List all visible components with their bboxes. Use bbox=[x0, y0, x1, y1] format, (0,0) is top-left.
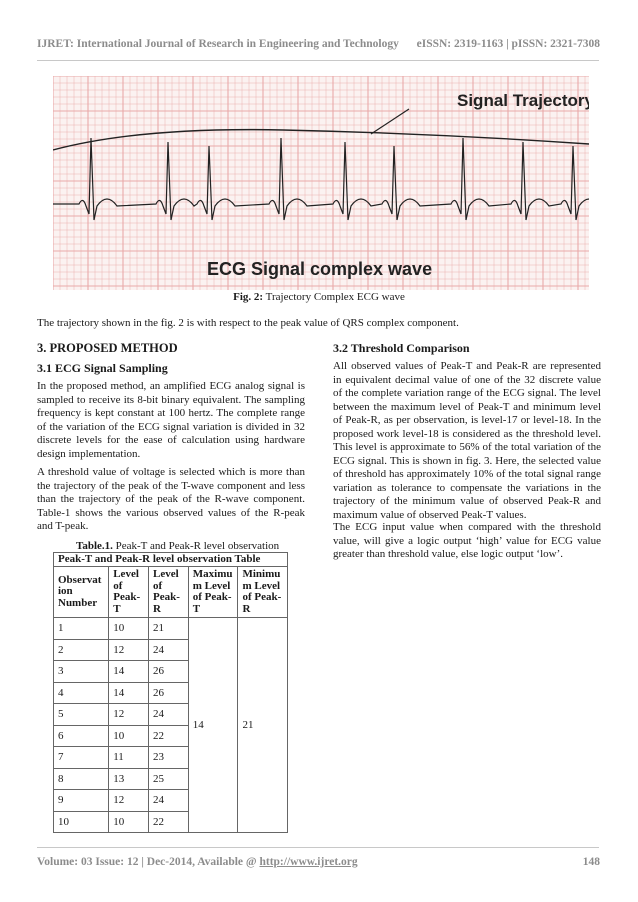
sampling-paragraph: In the proposed method, an amplified ECG analog signal is sampled to receive its 8-bit binary equivalent. The sampling frequency is kept constant at 100 hertz. The complete range of the variation of the ECG signal variation is divided in 32 discrete levels for the ease of calculation using hardware design implementation. bbox=[37, 380, 305, 460]
threshold-intro-paragraph: A threshold value of voltage is selected which is more than the trajectory of the peak of the T-wave component and less than the trajectory of the peak of the R-wave component. Table-1 shows the various observed values of the R-peak and T-peak. bbox=[37, 466, 305, 532]
table-row bbox=[54, 618, 288, 640]
cell-peak-t: 12 bbox=[109, 704, 149, 726]
cell-peak-t: 10 bbox=[109, 725, 149, 747]
ecg-trajectory-image bbox=[53, 76, 589, 290]
table-title: Peak-T and Peak-R level observation Table bbox=[54, 553, 288, 567]
cell-peak-r: 24 bbox=[148, 790, 188, 812]
cell-observation: 6 bbox=[54, 725, 109, 747]
cell-observation: 7 bbox=[54, 747, 109, 769]
observation-table-wrap bbox=[53, 552, 288, 833]
header-observation-number: Observat ion Number bbox=[54, 567, 109, 618]
intro-paragraph: The trajectory shown in the fig. 2 is with respect to the peak value of QRS complex component. bbox=[37, 317, 459, 329]
header-max-level-peak-t: Maximu m Level of Peak-T bbox=[188, 567, 238, 618]
cell-peak-t: 14 bbox=[109, 661, 149, 683]
header-level-peak-t: Level of Peak-T bbox=[109, 567, 149, 618]
cell-peak-t: 14 bbox=[109, 682, 149, 704]
header-rule bbox=[37, 60, 599, 61]
cell-peak-r: 26 bbox=[148, 661, 188, 683]
footer-rule bbox=[37, 847, 599, 848]
cell-peak-r: 22 bbox=[148, 725, 188, 747]
observation-table bbox=[53, 552, 288, 833]
subsection-heading-sampling: 3.1 ECG Signal Sampling bbox=[37, 361, 168, 375]
cell-peak-r: 24 bbox=[148, 704, 188, 726]
cell-observation: 4 bbox=[54, 682, 109, 704]
cell-peak-r: 21 bbox=[148, 618, 188, 640]
ecg-figure bbox=[53, 76, 589, 290]
threshold-comparison-paragraph: All observed values of Peak-T and Peak-R are represented in equivalent decimal value of one of the 32 discrete value of the complete variation range of the ECG signal. The level between the maximum level of Peak-T and minimum level of Peak-R, as per observation, is level-17 or level-18. In the proposed work level-18 is considered as the threshold level. This level is approximate to 56% of the total variation of the ECG signal. This is shown in fig. 3. Here, the selected value of threshold has approximately 10% of the total signal range variation as tolerance to compensate the variations in the trajectory of the minimum value of observed Peak-R and maximum value of observed Peak-T values. bbox=[333, 360, 601, 521]
cell-peak-t: 12 bbox=[109, 790, 149, 812]
footer-volume-text: Volume: 03 Issue: 12 | Dec-2014, Available @ bbox=[37, 856, 260, 868]
section-heading-proposed-method: 3. PROPOSED METHOD bbox=[37, 341, 178, 355]
table-caption bbox=[76, 540, 279, 552]
cell-observation: 1 bbox=[54, 618, 109, 640]
subsection-heading-threshold: 3.2 Threshold Comparison bbox=[333, 341, 470, 355]
figure-caption bbox=[0, 291, 638, 303]
cell-peak-t: 10 bbox=[109, 811, 149, 833]
page-number: 148 bbox=[582, 856, 600, 868]
cell-observation: 9 bbox=[54, 790, 109, 812]
cell-peak-t: 10 bbox=[109, 618, 149, 640]
cell-peak-t: 12 bbox=[109, 639, 149, 661]
cell-peak-t: 11 bbox=[109, 747, 149, 769]
journal-name: IJRET: International Journal of Research in Engineering and Technology bbox=[37, 38, 399, 50]
issn-text: eISSN: 2319-1163 | pISSN: 2321-7308 bbox=[416, 38, 600, 50]
cell-peak-r: 23 bbox=[148, 747, 188, 769]
cell-peak-r: 25 bbox=[148, 768, 188, 790]
cell-min-peak-r: 21 bbox=[238, 618, 288, 833]
table-caption-text: Peak-T and Peak-R level observation bbox=[112, 540, 280, 552]
figure-caption-prefix: Fig. 2: bbox=[233, 291, 264, 303]
header-min-level-peak-r: Minimu m Level of Peak-R bbox=[238, 567, 288, 618]
cell-peak-r: 26 bbox=[148, 682, 188, 704]
table-caption-prefix: Table.1. bbox=[76, 540, 113, 552]
table-title-row bbox=[54, 553, 288, 567]
cell-observation: 2 bbox=[54, 639, 109, 661]
cell-observation: 5 bbox=[54, 704, 109, 726]
figure-caption-text: Trajectory Complex ECG wave bbox=[263, 291, 405, 303]
cell-observation: 10 bbox=[54, 811, 109, 833]
cell-peak-r: 22 bbox=[148, 811, 188, 833]
cell-peak-r: 24 bbox=[148, 639, 188, 661]
cell-observation: 3 bbox=[54, 661, 109, 683]
header-level-peak-r: Level of Peak-R bbox=[148, 567, 188, 618]
logic-output-paragraph: The ECG input value when compared with the threshold value, will give a logic output ‘high’ value for ECG value greater than threshold value, else logic output ‘low’. bbox=[333, 521, 601, 560]
signal-trajectory-label: Signal Trajectory bbox=[457, 91, 589, 110]
cell-peak-t: 13 bbox=[109, 768, 149, 790]
ecg-complex-wave-label: ECG Signal complex wave bbox=[207, 259, 433, 279]
table-header-row bbox=[54, 567, 288, 618]
journal-url-link[interactable]: http://www.ijret.org bbox=[259, 856, 358, 868]
cell-observation: 8 bbox=[54, 768, 109, 790]
cell-max-peak-t: 14 bbox=[188, 618, 238, 833]
footer-volume bbox=[37, 856, 358, 868]
